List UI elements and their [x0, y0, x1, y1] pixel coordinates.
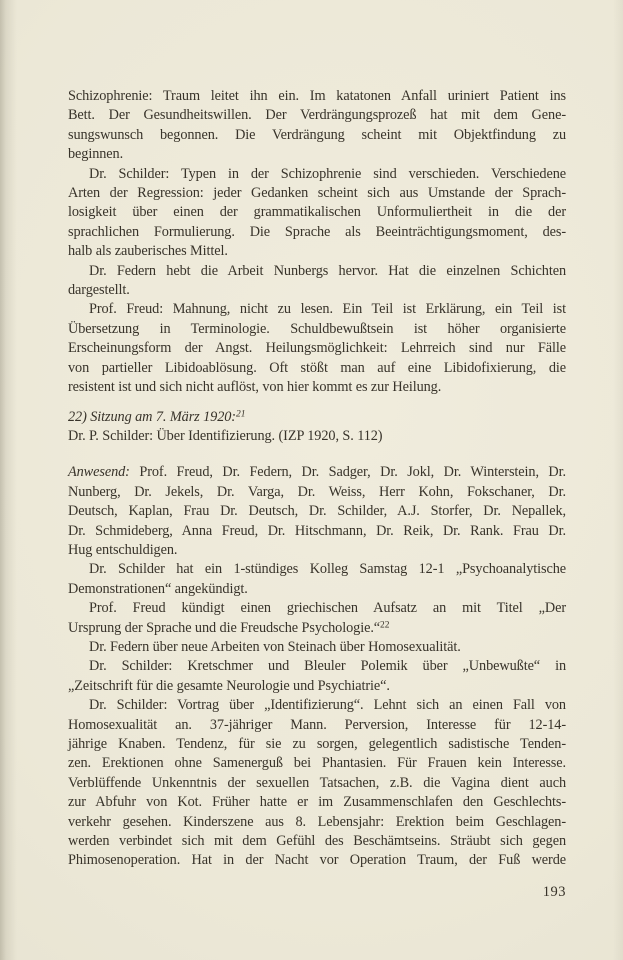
session-title-line — [68, 408, 566, 427]
text-line: werden verbindet sich mit dem Gefühl des Beschämtseins. Sträubt sich gegen — [68, 833, 566, 850]
text-line: beginnen. — [68, 146, 124, 163]
text-line: verkehr gesehen. Kinderszene aus 8. Lebensjahr: Erektion beim Geschlagen- — [68, 813, 566, 830]
text-line: Dr. Schilder: Typen in der Schizophrenie sind verschieden. Verschiedene — [89, 165, 566, 182]
paragraph-schilder-kolleg — [68, 560, 566, 599]
text-line: Demonstrationen“ angekündigt. — [68, 580, 248, 597]
attendance-first-line — [68, 463, 566, 482]
text-line: Nunberg, Dr. Jekels, Dr. Varga, Dr. Weiss, Herr Kohn, Fokschaner, Dr. — [68, 483, 566, 500]
text-line: Schizophrenie: Traum leitet ihn ein. Im katatonen Anfall uriniert Patient ins — [68, 88, 566, 104]
text-line: sprachlichen Formulierung. Die Sprache als Beeinträchtigungsmoment, des- — [68, 223, 566, 240]
paragraph-federn-steinach — [68, 638, 566, 657]
text-line: sungswunsch begonnen. Die Verdrängung scheint mit Objektfindung zu — [68, 126, 566, 143]
text-line: „Zeitschrift für die gesamte Neurologie und Psychiatrie“. — [68, 677, 390, 694]
text-line: Verblüffende Unkenntnis der sexuellen Tatsachen, z.B. die Vagina dient auch — [68, 774, 566, 791]
text-line: resistent ist und sich nicht auflöst, von hier kommt es zur Heilung. — [68, 379, 442, 396]
page-text — [68, 87, 566, 871]
text-line: von partieller Libidoablösung. Oft stößt man auf eine Libidofixierung, die — [68, 359, 566, 376]
text-line: Deutsch, Kaplan, Frau Dr. Deutsch, Dr. Schilder, A.J. Storfer, Dr. Nepallek, — [68, 503, 566, 520]
attendance-paragraph — [68, 463, 566, 560]
text-line: Arten der Regression: jeder Gedanken scheint sich aus Umstande der Sprach- — [68, 185, 566, 202]
text-line: zur Abfuhr von Kot. Früher hatte er im Zusammenschlafen den Geschlechts- — [68, 794, 566, 811]
text-line: Dr. Federn hebt die Arbeit Nunbergs hervor. Hat die einzelnen Schichten — [89, 262, 566, 279]
text-line: zen. Erektionen ohne Samenerguß bei Phantasien. Für Frauen kein Interesse. — [68, 755, 566, 772]
text-line: Übersetzung in Terminologie. Schuldbewußtsein ist höher organisierte — [68, 320, 566, 337]
paragraph-schizophrenia-continuation — [68, 87, 566, 165]
text-line: Hug entschuldigen. — [68, 541, 178, 558]
text-line: halb als zauberisches Mittel. — [68, 243, 228, 260]
announcement-title-end: Ursprung der Sprache und die Freudsche Psychologie.“ — [68, 619, 381, 636]
page-number: 193 — [542, 884, 566, 900]
text-line: Prof. Freud: Mahnung, nicht zu lesen. Ein Teil ist Erklärung, ein Teil ist — [89, 301, 566, 318]
paragraph-schilder-typen — [68, 165, 566, 262]
text-line: Prof. Freud kündigt einen griechischen Aufsatz an mit Titel „Der — [89, 600, 566, 617]
paragraph-freud-announcement — [68, 599, 566, 638]
session-subtitle: Dr. P. Schilder: Über Identifizierung. (IZP 1920, S. 112) — [68, 427, 383, 444]
attendance-names: Prof. Freud, Dr. Federn, Dr. Sadger, Dr. Jokl, Dr. Winterstein, Dr. — [129, 464, 566, 481]
footnote-ref-21: 21 — [235, 409, 246, 419]
text-line: losigkeit über einen der grammatikalischen Unformuliertheit in die der — [68, 204, 566, 221]
text-line: Dr. Schilder: Kretschmer und Bleuler Polemik über „Unbewußte“ in — [89, 658, 566, 675]
text-line: jährige Knaben. Tendenz, für sie zu sorgen, gelegentlich sadistische Tenden- — [68, 736, 566, 752]
text-line: Dr. Schmideberg, Anna Freud, Dr. Hitschmann, Dr. Reik, Dr. Rank. Frau Dr. — [68, 522, 566, 539]
session-title: 22) Sitzung am 7. März 1920: — [68, 408, 236, 425]
session-heading — [68, 408, 566, 447]
text-line: dargestellt. — [68, 282, 130, 299]
footnote-ref-22: 22 — [380, 620, 390, 631]
text-line: Bett. Der Gesundheitswillen. Der Verdrängungsprozeß hat mit dem Gene- — [68, 107, 566, 124]
text-line: Dr. Schilder hat ein 1-stündiges Kolleg Samstag 12-1 „Psychoanalytische — [89, 561, 566, 578]
paragraph-schilder-polemik — [68, 657, 566, 696]
text-line: Homosexualität an. 37-jähriger Mann. Perversion, Interesse für 12-14- — [68, 716, 566, 733]
text-line: Dr. Federn über neue Arbeiten von Steinach über Homosexualität. — [89, 638, 461, 655]
text-line: Dr. Schilder: Vortrag über „Identifizierung“. Lehnt sich an einen Fall von — [89, 697, 566, 714]
attendance-label: Anwesend: — [68, 464, 130, 481]
text-line: Phimosenoperation. Hat in der Nacht vor Operation Traum, der Fuß werde — [68, 852, 566, 869]
text-line: Erscheinungsform der Angst. Heilungsmöglichkeit: Lehrreich sind nur Fälle — [68, 340, 566, 357]
text-line — [68, 619, 566, 638]
paragraph-freud-mahnung — [68, 300, 566, 397]
paragraph-federn-nunberg — [68, 262, 566, 301]
paragraph-schilder-vortrag — [68, 696, 566, 871]
